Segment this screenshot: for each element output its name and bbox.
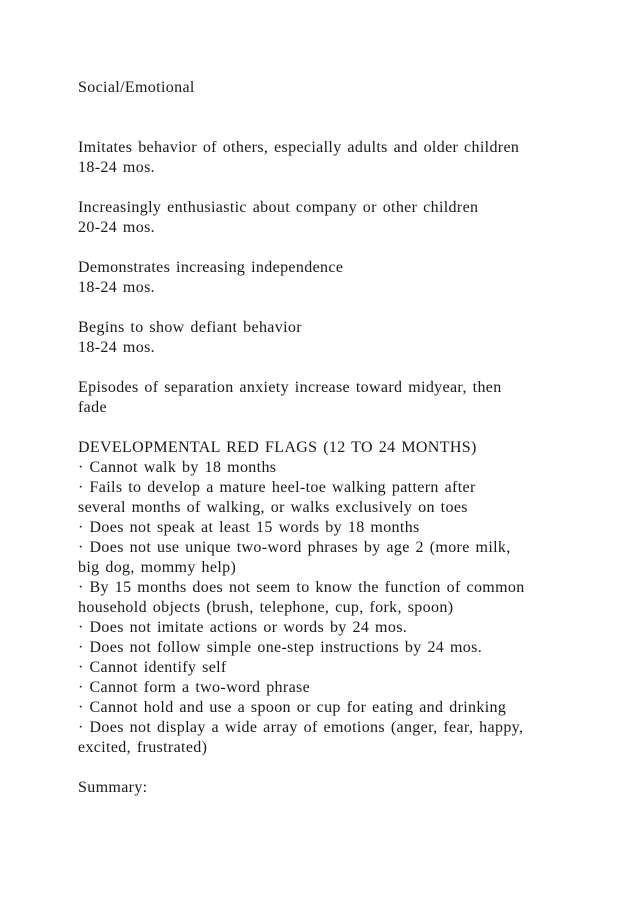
red-flag-line: · Cannot form a two-word phrase	[78, 679, 311, 696]
red-flag-line: · Cannot walk by 18 months	[78, 459, 277, 476]
red-flag-line: · Does not speak at least 15 words by 18 months	[78, 519, 420, 536]
milestone-behavior: Imitates behavior of others, especially adults and older children	[78, 139, 520, 156]
document-page	[78, 78, 568, 798]
milestone-item	[78, 198, 568, 238]
milestone-age: 18-24 mos.	[78, 339, 155, 356]
milestone-item	[78, 318, 568, 358]
milestone-behavior: Demonstrates increasing independence	[78, 259, 344, 276]
milestone-age: 18-24 mos.	[78, 159, 155, 176]
milestone-item	[78, 138, 568, 178]
milestone-age: 18-24 mos.	[78, 279, 155, 296]
red-flag-line: · Does not follow simple one-step instructions by 24 mos.	[78, 639, 483, 656]
paragraph-line: Episodes of separation anxiety increase toward midyear, then	[78, 379, 502, 396]
red-flag-line: excited, frustrated)	[78, 739, 208, 756]
milestone-behavior: Increasingly enthusiastic about company or other children	[78, 199, 479, 216]
section-heading: Social/Emotional	[78, 79, 195, 96]
red-flag-line: · Fails to develop a mature heel-toe walking pattern after	[78, 479, 476, 496]
spacer	[78, 178, 568, 198]
red-flag-line: · Does not imitate actions or words by 24 mos.	[78, 619, 408, 636]
summary-label: Summary:	[78, 779, 148, 796]
spacer	[78, 418, 568, 438]
red-flag-line: several months of walking, or walks exclusively on toes	[78, 499, 468, 516]
red-flag-line: big dog, mommy help)	[78, 559, 237, 576]
spacer	[78, 758, 568, 778]
milestone-age: 20-24 mos.	[78, 219, 155, 236]
red-flag-line: · Does not use unique two-word phrases by age 2 (more milk,	[78, 539, 511, 556]
red-flag-line: · By 15 months does not seem to know the function of common	[78, 579, 525, 596]
spacer	[78, 358, 568, 378]
red-flag-line: · Cannot identify self	[78, 659, 227, 676]
red-flag-line: · Cannot hold and use a spoon or cup for eating and drinking	[78, 699, 507, 716]
spacer	[78, 98, 568, 138]
separation-paragraph	[78, 378, 568, 418]
milestone-behavior: Begins to show defiant behavior	[78, 319, 302, 336]
milestone-item	[78, 258, 568, 298]
red-flag-line: household objects (brush, telephone, cup, fork, spoon)	[78, 599, 454, 616]
spacer	[78, 238, 568, 258]
red-flag-line: · Does not display a wide array of emotions (anger, fear, happy,	[78, 719, 524, 736]
red-flags-section	[78, 438, 568, 758]
spacer	[78, 298, 568, 318]
red-flags-title: DEVELOPMENTAL RED FLAGS (12 TO 24 MONTHS)	[78, 439, 477, 456]
paragraph-line: fade	[78, 399, 107, 416]
